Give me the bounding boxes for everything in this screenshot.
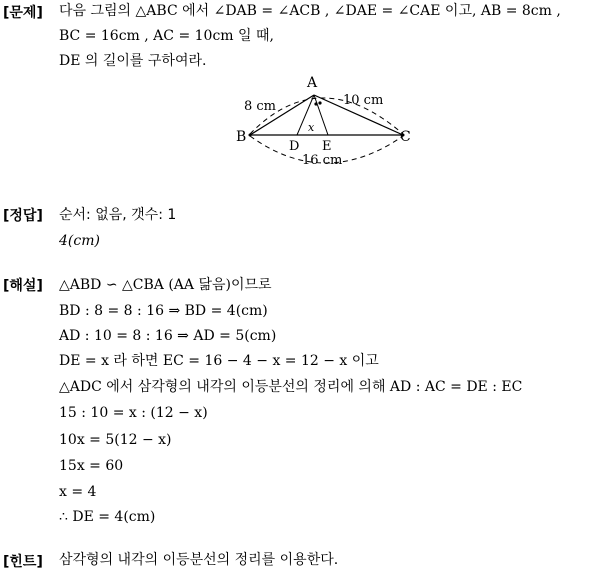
hint-label: [힌트]	[3, 554, 43, 570]
label-c: C	[400, 129, 411, 145]
solution-line: 10x = 5(12 − x)	[59, 432, 172, 448]
label-e: E	[322, 139, 332, 154]
answer-label: [정답]	[3, 208, 43, 224]
problem-label: [문제]	[3, 5, 43, 21]
problem-line-2: BC = 16cm , AC = 10cm 일 때,	[59, 28, 274, 44]
solution-line: x = 4	[59, 484, 97, 500]
label-d: D	[289, 139, 300, 154]
label-a: A	[307, 75, 318, 91]
solution-label: [해설]	[3, 278, 43, 294]
label-bc: 16 cm	[302, 153, 343, 168]
solution-line: AD : 10 = 8 : 16 ⇒ AD = 5(cm)	[59, 328, 277, 344]
label-x: x	[308, 121, 315, 134]
point-b	[249, 134, 252, 137]
answer-line-1: 순서: 없음, 갯수: 1	[59, 207, 177, 223]
problem-line-1: 다음 그림의 △ABC 에서 ∠DAB = ∠ACB , ∠DAE = ∠CAE 이고, AB = 8cm ,	[59, 3, 561, 19]
solution-line: DE = x 라 하면 EC = 16 − 4 − x = 12 − x 이고	[59, 353, 379, 369]
label-ab: 8 cm	[244, 99, 277, 114]
label-ac: 10 cm	[343, 93, 384, 108]
hint-text: 삼각형의 내각의 이등분선의 정리를 이용한다.	[59, 552, 339, 568]
label-b: B	[236, 129, 247, 145]
angle-mark	[314, 102, 317, 105]
solution-line: △ADC 에서 삼각형의 내각의 이등분선의 정리에 의해 AD : AC = DE : EC	[59, 379, 523, 395]
problem-line-3: DE 의 길이를 구하여라.	[59, 53, 207, 69]
solution-line: △ABD ∽ △CBA (AA 닮음)이므로	[59, 277, 272, 293]
solution-line: ∴ DE = 4(cm)	[59, 509, 156, 525]
triangle-figure	[225, 70, 425, 170]
solution-line: 15x = 60	[59, 458, 124, 474]
solution-line: 15 : 10 = x : (12 − x)	[59, 405, 208, 421]
angle-mark	[318, 101, 321, 104]
solution-line: BD : 8 = 8 : 16 ⇒ BD = 4(cm)	[59, 303, 268, 319]
answer-line-2: 4(cm)	[59, 233, 100, 249]
